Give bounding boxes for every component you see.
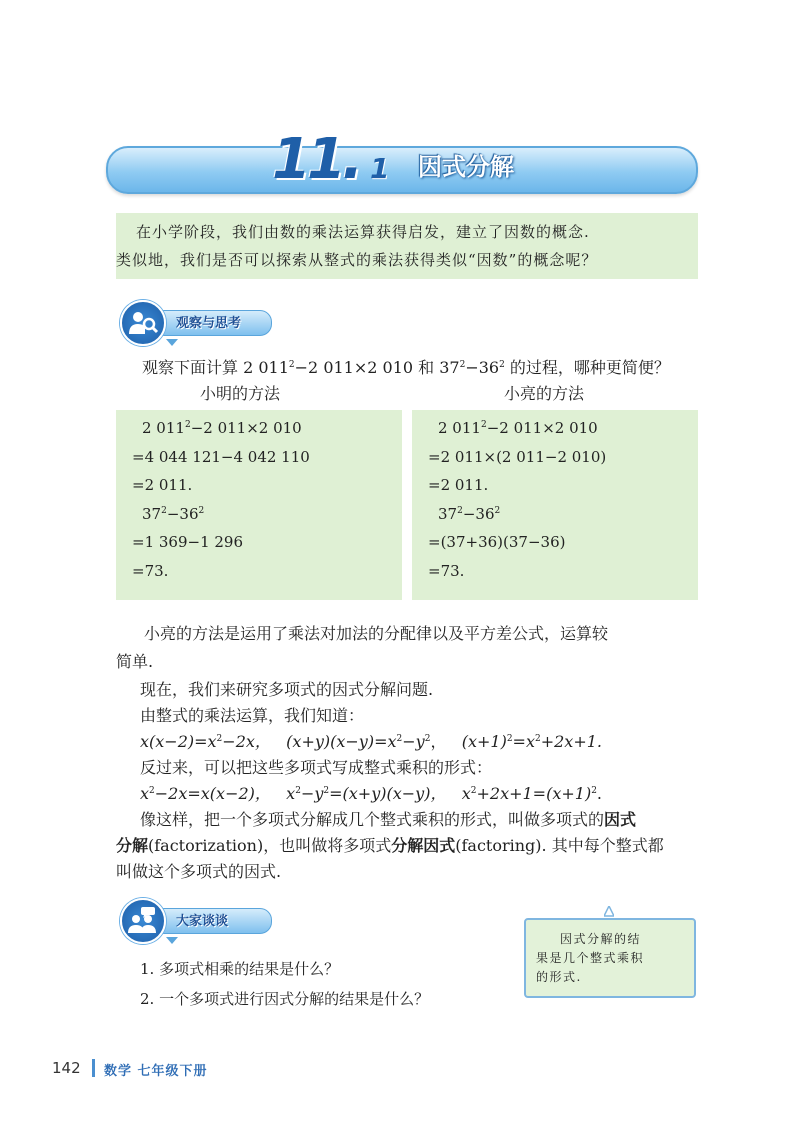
observe-prompt: 观察下面计算 2 $011^2-2$ 011×2 010 和 $37^2-36^2$ 的过程，哪种更简便？: [142, 358, 670, 377]
side-note: [524, 918, 696, 998]
discuss-question-1: 1. 多项式相乘的结果是什么？: [140, 960, 340, 978]
right-calc-line-6: =73.: [428, 561, 465, 580]
intro-line-2: 类似地，我们是否可以探索从整式的乘法获得类似“因数”的概念呢？: [116, 251, 598, 269]
side-note-line-3: 的形式.: [536, 970, 582, 984]
discuss-tag-circle: [120, 898, 166, 944]
discuss-tag: [120, 904, 280, 934]
left-calc-line-6: =73.: [132, 561, 169, 580]
left-method-title: 小明的方法: [200, 384, 281, 403]
section-subnumber: 1: [370, 152, 390, 185]
body-para-5c: 叫做这个多项式的因式.: [116, 862, 282, 881]
discuss-question-2: 2. 一个多项式进行因式分解的结果是什么？: [140, 990, 430, 1008]
body-para-1b: 简单.: [116, 652, 154, 671]
section-title: 因式分解: [418, 153, 514, 181]
observe-tag-circle: [120, 300, 166, 346]
left-calc-line-3: =2 011.: [132, 476, 193, 494]
discuss-tag-label: 大家谈谈: [176, 914, 229, 929]
left-calc-line-5: =1 369−1 296: [132, 533, 244, 551]
right-calc-line-3: =2 011.: [428, 476, 489, 494]
footer-divider: [92, 1059, 95, 1077]
body-para-4: 反过来，可以把这些多项式写成整式乘积的形式：: [140, 758, 493, 777]
right-calc-line-4: $37^2-36^2$: [438, 504, 501, 523]
body-para-1a: 小亮的方法是运用了乘法对加法的分配律以及平方差公式，运算较: [144, 624, 609, 643]
left-calc-line-1: 2 $011^2-2$ 011×2 010: [142, 419, 302, 437]
people-chat-icon: [127, 906, 159, 936]
right-calc-line-5: =(37+36)(37−36): [428, 533, 566, 551]
title-banner: [106, 146, 698, 194]
right-calc-line-2: =2 011×(2 011−2 010): [428, 447, 607, 466]
right-calc-line-1: 2 $011^2-2$ 011×2 010: [438, 419, 598, 437]
pin-icon: [604, 906, 614, 918]
intro-line-1: 在小学阶段，我们由数的乘法运算获得启发，建立了因数的概念.: [136, 223, 590, 241]
body-para-2: 现在，我们来研究多项式的因式分解问题.: [140, 680, 434, 699]
person-magnifier-icon: [127, 308, 159, 338]
body-para-5b: 分解(factorization)，也叫做将多项式分解因式(factoring). 其中每个整式都: [116, 836, 664, 855]
page-number: 142: [52, 1059, 81, 1077]
left-calc-line-2: =4 044 121−4 042 110: [132, 447, 310, 466]
body-para-3: 由整式的乘法运算，我们知道：: [140, 706, 365, 725]
observe-tag-pointer: [166, 339, 178, 346]
right-calc-box: [412, 410, 698, 600]
body-para-5a: 像这样，把一个多项式分解成几个整式乘积的形式，叫做多项式的因式: [140, 810, 637, 829]
side-note-line-2: 果是几个整式乘积: [536, 951, 645, 965]
left-calc-line-4: $37^2-36^2$: [142, 504, 205, 523]
formula-line-1: $x(x-2)=x^2-2x$， $(x+y)(x-y)=x^2-y^2$， $(x+1)^2=x^2+2x+1$.: [140, 732, 602, 751]
side-note-line-1: 因式分解的结: [560, 932, 642, 946]
section-number: 11.: [272, 127, 360, 192]
observe-tag-label: 观察与思考: [176, 316, 242, 331]
observe-tag: [120, 306, 280, 336]
right-method-title: 小亮的方法: [504, 384, 585, 403]
discuss-tag-pointer: [166, 937, 178, 944]
book-title: 数学 七年级下册: [104, 1064, 208, 1079]
formula-line-2: $x^2-2x=x(x-2)$， $x^2-y^2=(x+y)(x-y)$， $x^2+2x+1=(x+1)^2$.: [140, 784, 603, 803]
left-calc-box: [116, 410, 402, 600]
intro-box: [116, 213, 698, 279]
